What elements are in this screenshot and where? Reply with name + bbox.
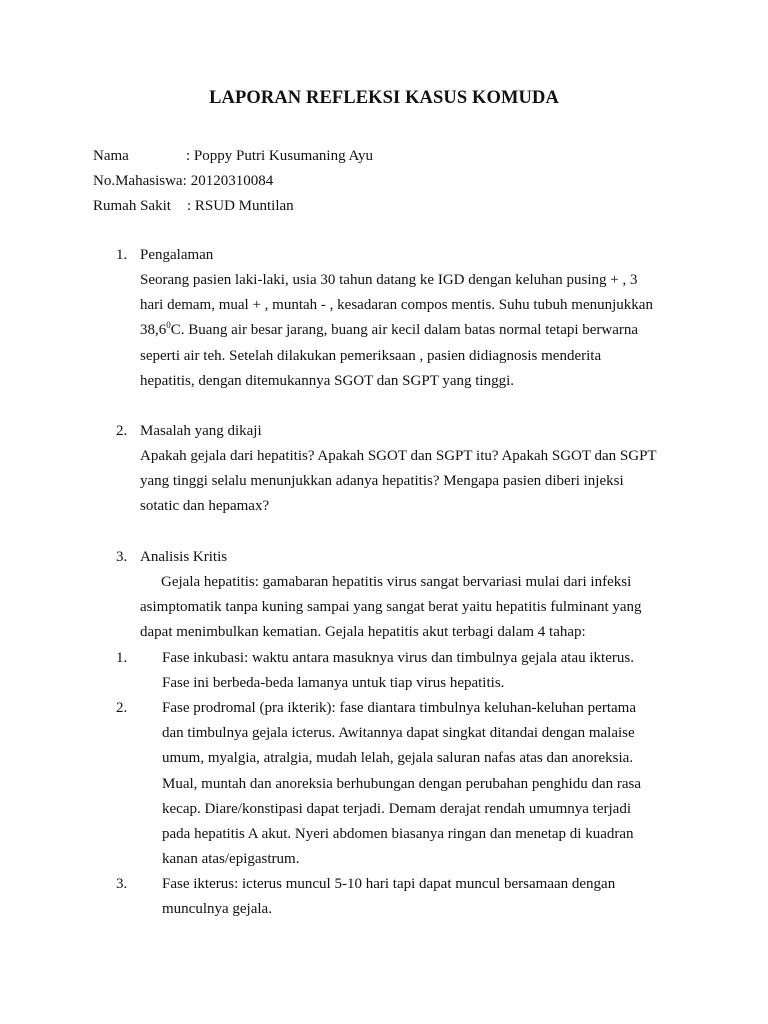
- paragraph-text: C. Buang air besar jarang, buang air kecil dalam batas normal tetapi berwarna: [170, 322, 639, 339]
- paragraph-line: asimptomatik tanpa kuning sampai yang sangat berat yaitu hepatitis fulminant yang: [140, 599, 642, 616]
- name-value: : Poppy Putri Kusumaning Ayu: [186, 148, 373, 164]
- section-pengalaman: [116, 244, 686, 395]
- list-item: [116, 873, 676, 923]
- section-title: Masalah yang dikaji: [140, 423, 262, 439]
- section-title: Analisis Kritis: [140, 549, 228, 565]
- list-line: Fase inkubasi: waktu antara masuknya virus dan timbulnya gejala atau ikterus.: [162, 649, 634, 666]
- name-label: Nama: [93, 148, 129, 164]
- list-line: umum, myalgia, atralgia, mudah lelah, gejala saluran nafas atas dan anoreksia.: [162, 750, 634, 767]
- hospital-row: [93, 196, 373, 221]
- list-item: [116, 697, 676, 873]
- section-body: [140, 571, 680, 647]
- paragraph-line: [140, 319, 680, 344]
- hospital-label: Rumah Sakit: [93, 198, 171, 214]
- section-heading: [116, 244, 686, 269]
- paragraph-line: Gejala hepatitis: gamabaran hepatitis virus sangat bervariasi mulai dari infeksi: [161, 574, 632, 590]
- student-number-value: 20120310084: [190, 173, 274, 189]
- section-number: 1.: [116, 247, 128, 263]
- section-heading: [116, 546, 686, 571]
- section-masalah: [116, 420, 686, 521]
- list-line: Mual, muntah dan anoreksia berhubungan dengan perubahan penghidu dan rasa: [162, 775, 642, 792]
- paragraph-line: Seorang pasien laki-laki, usia 30 tahun datang ke IGD dengan keluhan pusing + , 3: [140, 272, 638, 288]
- section-heading: [116, 420, 686, 445]
- list-number: 2.: [116, 699, 128, 716]
- section-number: 2.: [116, 423, 128, 439]
- paragraph-line: sotatic dan hepamax?: [140, 498, 270, 515]
- list-line: pada hepatitis A akut. Nyeri abdomen biasanya ringan dan menetap di kuadran: [162, 825, 634, 842]
- student-number-row: [93, 171, 373, 196]
- paragraph-line: seperti air teh. Setelah dilakukan pemeriksaan , pasien didiagnosis menderita: [140, 347, 602, 364]
- section-number: 3.: [116, 549, 128, 565]
- list-line: dan timbulnya gejala icterus. Awitannya dapat singkat ditandai dengan malaise: [162, 725, 635, 742]
- paragraph-line: Apakah gejala dari hepatitis? Apakah SGOT dan SGPT itu? Apakah SGOT dan SGPT: [140, 448, 657, 464]
- list-line: Fase ikterus: icterus muncul 5-10 hari tapi dapat muncul bersamaan dengan: [162, 876, 616, 893]
- list-line: kecap. Diare/konstipasi dapat terjadi. Demam derajat rendah umumnya terjadi: [162, 800, 631, 817]
- section-body: [140, 269, 680, 395]
- phase-list: [116, 647, 676, 924]
- document-title: LAPORAN REFLEKSI KASUS KOMUDA: [209, 88, 559, 108]
- paragraph-line: yang tinggi selalu menunjukkan adanya hepatitis? Mengapa pasien diberi injeksi: [140, 473, 624, 490]
- identity-block: [93, 146, 373, 221]
- list-number: 1.: [116, 649, 128, 666]
- section-body: [140, 445, 680, 521]
- list-number: 3.: [116, 876, 128, 893]
- list-line: Fase prodromal (pra ikterik): fase diantara timbulnya keluhan-keluhan pertama: [162, 699, 636, 716]
- list-line: munculnya gejala.: [162, 901, 272, 918]
- temperature-value: 38,6: [140, 322, 167, 339]
- section-analisis: [116, 546, 686, 924]
- paragraph-line: hari demam, mual + , muntah - , kesadaran compos mentis. Suhu tubuh menunjukkan: [140, 297, 653, 314]
- student-number-label: No.Mahasiswa:: [93, 173, 187, 189]
- list-line: kanan atas/epigastrum.: [162, 851, 300, 868]
- paragraph-line: hepatitis, dengan ditemukannya SGOT dan SGPT yang tinggi.: [140, 372, 514, 389]
- name-row: [93, 146, 373, 171]
- degree-superscript: 0: [166, 320, 171, 331]
- paragraph-line: dapat menimbulkan kematian. Gejala hepatitis akut terbagi dalam 4 tahap:: [140, 624, 586, 641]
- hospital-value: : RSUD Muntilan: [187, 198, 294, 214]
- list-line: Fase ini berbeda-beda lamanya untuk tiap virus hepatitis.: [162, 674, 505, 691]
- list-item: [116, 647, 676, 697]
- section-title: Pengalaman: [140, 247, 214, 263]
